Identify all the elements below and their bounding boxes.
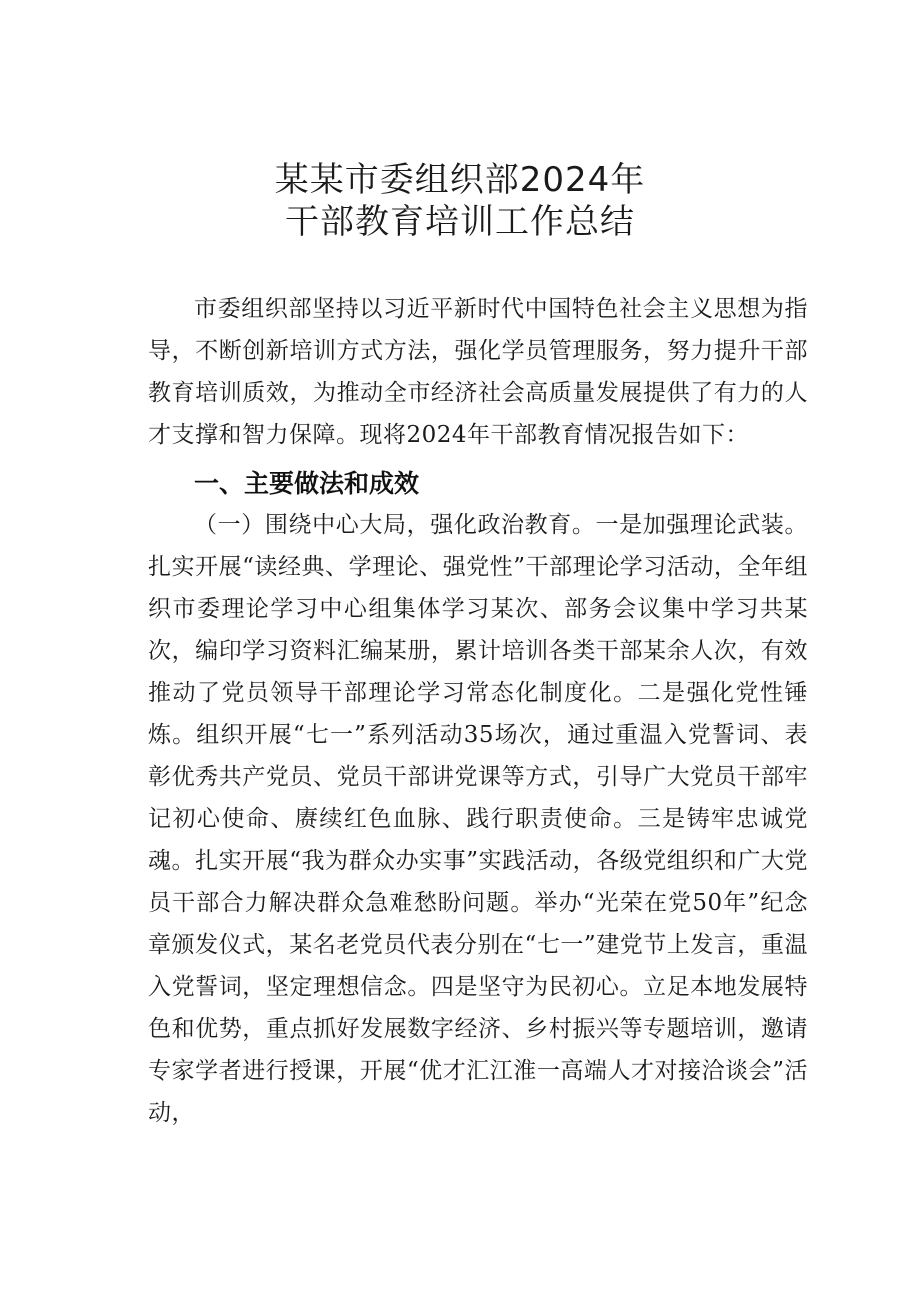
section-heading: 一、主要做法和成效	[194, 469, 420, 498]
section-paragraph: （一）围绕中心大局，强化政治教育。一是加强理论武装。扎实开展“读经典、学理论、强党性”干部理论学习活动，全年组织市委理论学习中心组集体学习某次、部务会议集中学习共某次，编印学习资料汇编某册，累计培训各类干部某余人次，有效推动了党员领导干部理论学习常态化制度化。二是强化党性锤炼。组织开展“七一”系列活动35场次，通过重温入党誓词、表彰优秀共产党员、党员干部讲党课等方式，引导广大党员干部牢记初心使命、赓续红色血脉、践行职责使命。三是铸牢忠诚党魂。扎实开展“我为群众办实事”实践活动，各级党组织和广大党员干部合力解决群众急难愁盼问题。举办“光荣在党50年”纪念章颁发仪式，某名老党员代表分别在“七一”建党节上发言，重温入党誓词，坚定理想信念。四是坚守为民初心。立足本地发展特色和优势，重点抓好发展数字经济、乡村振兴等专题培训，邀请专家学者进行授课，开展“优才汇江淮一高端人才对接洽谈会”活动，	[148, 512, 808, 1126]
document-title-line-1: 某某市委组织部2024年	[274, 160, 646, 200]
document-title-line-2: 干部教育培训工作总结	[285, 202, 635, 242]
intro-paragraph: 市委组织部坚持以习近平新时代中国特色社会主义思想为指导，不断创新培训方式方法，强化学员管理服务，努力提升干部教育培训质效，为推动全市经济社会高质量发展提供了有力的人才支撑和智力保障。现将2024年干部教育情况报告如下：	[148, 296, 808, 448]
